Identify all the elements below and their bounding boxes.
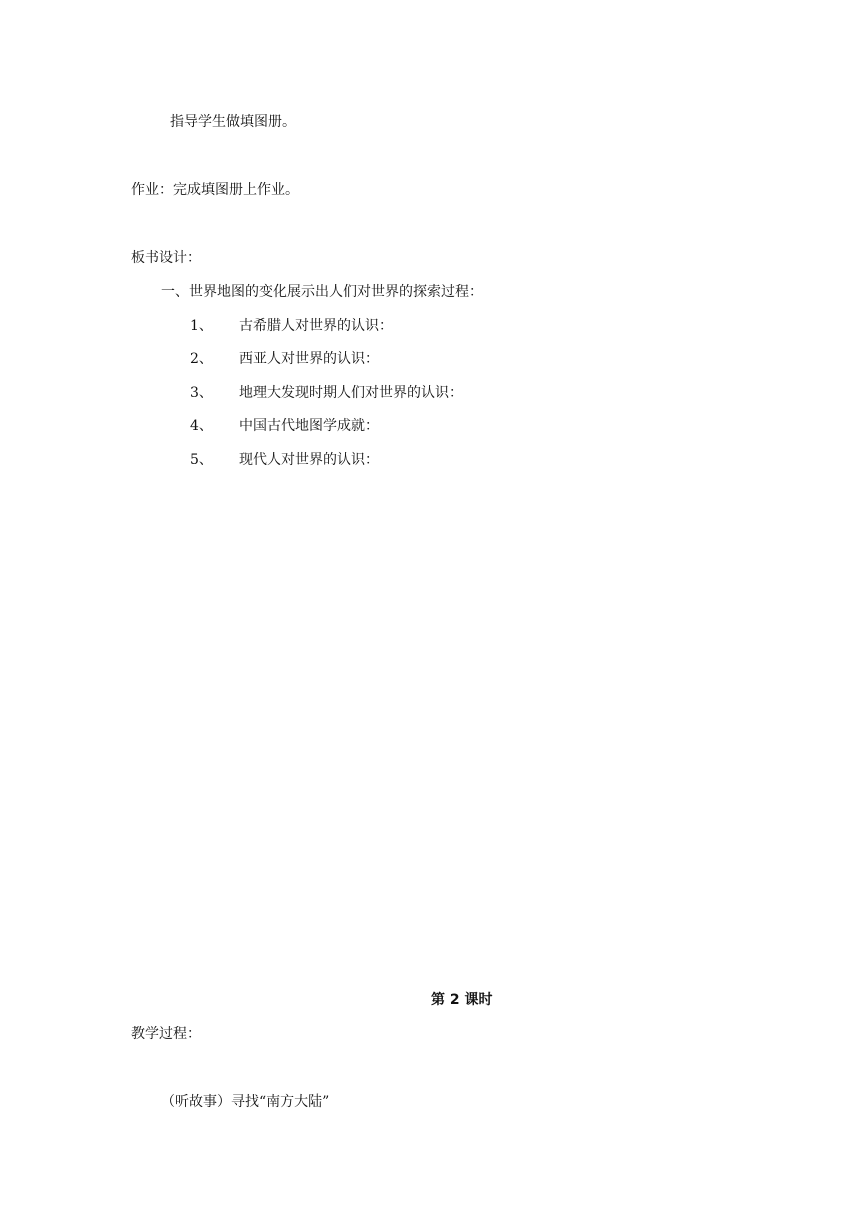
homework-text: 作业：完成填图册上作业。 [131,182,299,198]
list-item-number: 4、 [190,418,213,434]
board-design-label: 板书设计： [131,250,201,266]
teaching-process-label: 教学过程： [131,1026,201,1042]
instruction-text: 指导学生做填图册。 [170,114,296,130]
list-item-text: 地理大发现时期人们对世界的认识： [239,385,463,401]
board-design-heading: 一、世界地图的变化展示出人们对世界的探索过程： [161,284,483,300]
story-text: （听故事）寻找“南方大陆” [161,1094,330,1110]
list-item-text: 中国古代地图学成就： [239,418,379,434]
list-item-text: 现代人对世界的认识： [239,452,379,468]
lesson-title: 第 2 课时 [431,992,493,1008]
list-item-text: 西亚人对世界的认识： [239,351,379,367]
list-item-number: 5、 [190,452,213,468]
list-item-number: 3、 [190,385,213,401]
list-item-text: 古希腊人对世界的认识： [239,318,393,334]
list-item-number: 1、 [190,318,213,334]
list-item-number: 2、 [190,351,213,367]
